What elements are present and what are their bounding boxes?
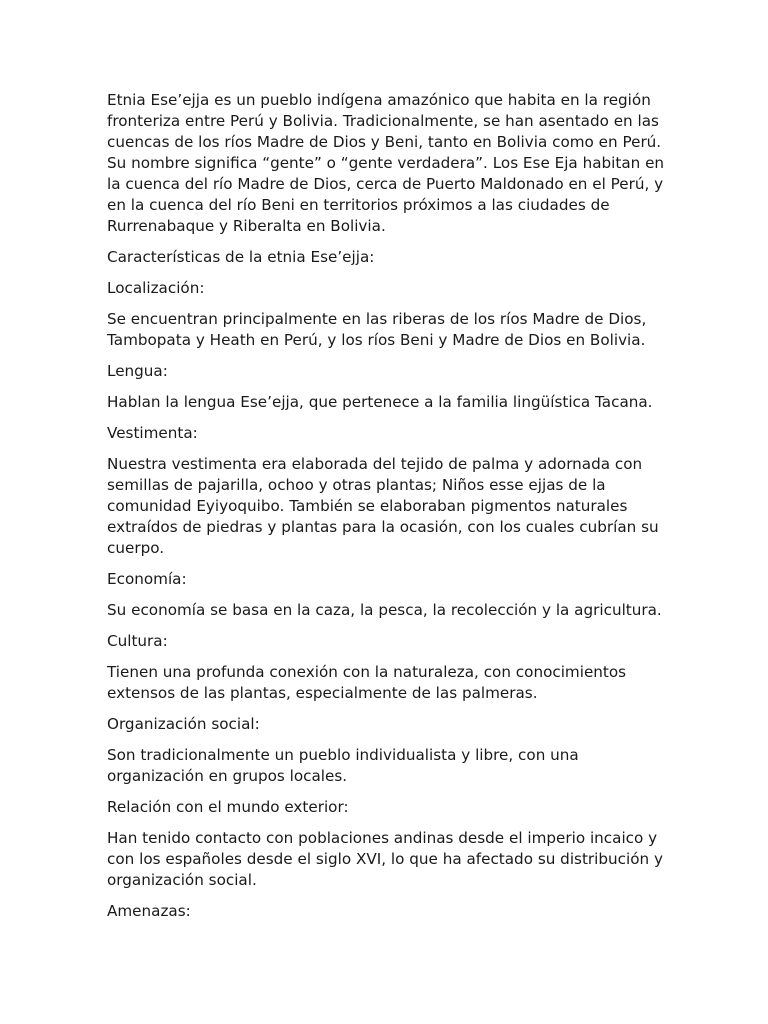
culture-paragraph: Tienen una profunda conexión con la naturaleza, con conocimientos extensos de las plantas, especialmente de las palmeras. (107, 663, 627, 702)
threats-heading: Amenazas: (107, 902, 191, 920)
social-organization-paragraph: Son tradicionalmente un pueblo individualista y libre, con una organización en grupos locales. (107, 746, 579, 785)
clothing-paragraph: Nuestra vestimenta era elaborada del tejido de palma y adornada con semillas de pajarilla, ochoo y otras plantas; Niños esse ejjas de la comunidad Eyiyoquibo. También se elaboraban pigmentos naturales extraídos de piedras y plantas para la ocasión, con los cuales cubrían su cuerpo. (107, 455, 659, 557)
culture-heading: Cultura: (107, 632, 168, 650)
location-heading: Localización: (107, 279, 205, 297)
language-paragraph: Hablan la lengua Ese’ejja, que pertenece a la familia lingüística Tacana. (107, 393, 653, 411)
location-paragraph: Se encuentran principalmente en las riberas de los ríos Madre de Dios, Tambopata y Heath en Perú, y los ríos Beni y Madre de Dios en Bolivia. (107, 310, 647, 349)
language-heading: Lengua: (107, 362, 168, 380)
social-organization-heading: Organización social: (107, 715, 260, 733)
economy-paragraph: Su economía se basa en la caza, la pesca, la recolección y la agricultura. (107, 601, 662, 619)
intro-paragraph: Etnia Ese’ejja es un pueblo indígena amazónico que habita en la región fronteriza entre Perú y Bolivia. Tradicionalmente, se han asentado en las cuencas de los ríos Madre de Dios y Beni, tanto en Bolivia como en Perú. Su nombre significa “gente” o “gente verdadera”. Los Ese Eja habitan en la cuenca del río Madre de Dios, cerca de Puerto Maldonado en el Perú, y en la cuenca del río Beni en territorios próximos a las ciudades de Rurrenabaque y Riberalta en Bolivia. (107, 91, 665, 235)
document-page (107, 90, 667, 932)
characteristics-heading: Características de la etnia Ese’ejja: (107, 248, 375, 266)
outside-world-paragraph: Han tenido contacto con poblaciones andinas desde el imperio incaico y con los españoles desde el siglo XVI, lo que ha afectado su distribución y organización social. (107, 829, 663, 889)
outside-world-heading: Relación con el mundo exterior: (107, 798, 349, 816)
clothing-heading: Vestimenta: (107, 424, 198, 442)
economy-heading: Economía: (107, 570, 187, 588)
